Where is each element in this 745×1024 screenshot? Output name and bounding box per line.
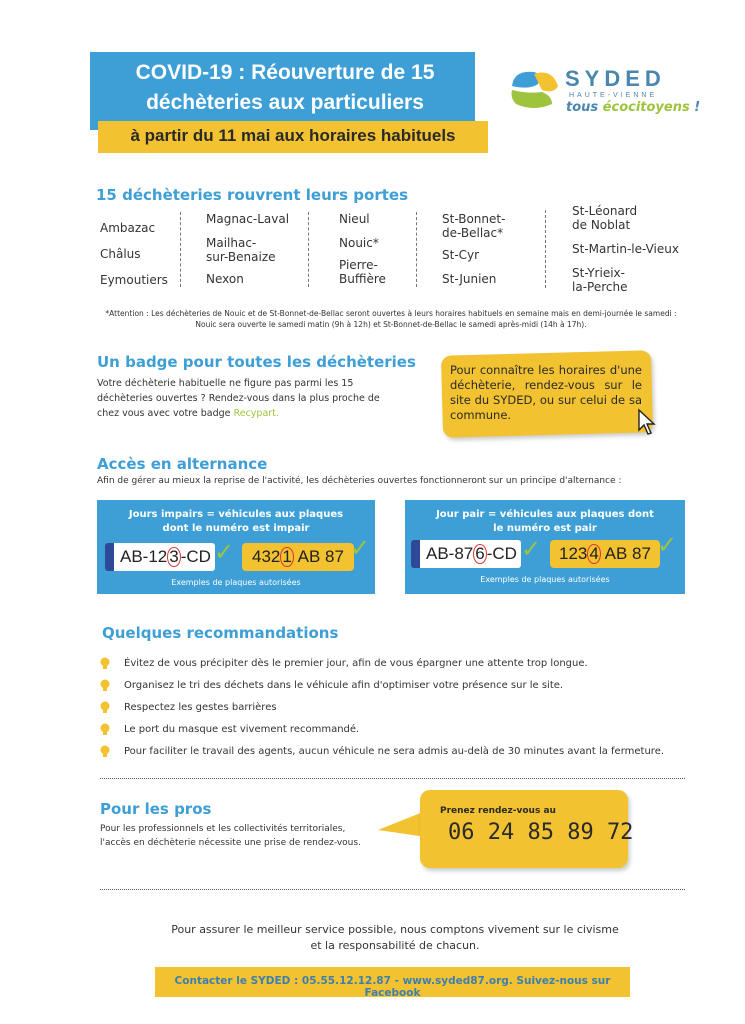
logo-tagline: tous écocitoyens !: [566, 100, 701, 115]
city-item: Mailhac-sur-Benaize: [206, 236, 276, 264]
badge-text: Votre déchèterie habituelle ne figure pas parmi les 15 déchèteries ouvertes ? Rendez-vous dans la plus proche de chez vous avec votre badge Recypart.: [97, 378, 380, 419]
city-item: St-Yrieix-la-Perche: [572, 266, 628, 294]
even-plate-2: 123 4 AB 87: [550, 540, 660, 568]
odd-days-title: Jours impairs = véhicules aux plaques dont le numéro est impair: [128, 509, 344, 534]
even-days-footer: Exemples de plaques autorisées: [480, 575, 610, 584]
lightbulb-icon: [100, 679, 110, 692]
check-icon: ✓: [350, 534, 371, 562]
odd-days-footer: Exemples de plaques autorisées: [171, 578, 301, 587]
city-item: St-Junien: [442, 272, 497, 286]
city-item: St-Cyr: [442, 248, 480, 262]
city-item: St-Bonnet-de-Bellac*: [442, 212, 506, 240]
city-column-1: [100, 218, 180, 287]
city-item: Nieul: [339, 212, 370, 226]
column-divider: [545, 210, 546, 288]
lightbulb-icon: [100, 701, 110, 714]
check-icon: ✓: [521, 535, 542, 563]
city-column-4: [442, 212, 517, 286]
page-subtitle: à partir du 11 mai aux horaires habituels: [130, 126, 456, 145]
logo-subtitle: HAUTE-VIENNE: [569, 92, 658, 99]
check-icon: ✓: [657, 531, 678, 559]
pros-callout-label: Prenez rendez-vous au: [440, 806, 556, 816]
odd-plate-2: 432 1 AB 87: [242, 543, 354, 571]
alternance-title: Accès en alternance: [97, 455, 268, 473]
alternance-intro: Afin de gérer au mieux la reprise de l'activité, les déchèteries ouvertes fonctionneront sur un principe d'alternance :: [97, 476, 622, 486]
cursor-icon: [636, 408, 660, 436]
list-item: Le port du masque est vivement recommandé.: [100, 718, 700, 740]
lightbulb-icon: [100, 723, 110, 736]
divider: [100, 889, 685, 890]
city-item: Nexon: [206, 272, 244, 286]
closing-text: Pour assurer le meilleur service possible, nous comptons vivement sur le civisme et la responsabilité de chacun.: [171, 923, 619, 952]
column-divider: [308, 212, 309, 287]
city-item: Eymoutiers: [100, 273, 168, 287]
reopen-title: 15 déchèteries rouvrent leurs portes: [96, 186, 409, 204]
list-item: Organisez le tri des déchets dans le véhicule afin d'optimiser votre présence sur le site.: [100, 674, 700, 696]
even-days-title: Jour pair = véhicules aux plaques dont le numéro est pair: [436, 509, 654, 534]
footer-contact: Contacter le SYDED : 05.55.12.12.87 - www.syded87.org. Suivez-nous sur Facebook: [174, 975, 611, 999]
city-item: Magnac-Laval: [206, 212, 290, 226]
even-plate-1: AB-87 6 -CD: [411, 540, 521, 568]
list-item: Pour faciliter le travail des agents, aucun véhicule ne sera admis au-delà de 30 minutes avant la fermeture.: [100, 740, 700, 762]
city-item: Nouic*: [339, 236, 379, 250]
recommendations-list: [100, 652, 700, 762]
city-column-2: [206, 212, 296, 286]
list-item: Respectez les gestes barrières: [100, 696, 700, 718]
city-item: St-Martin-le-Vieux: [572, 242, 679, 256]
city-column-3: [339, 212, 409, 286]
divider: [100, 778, 685, 779]
phone-number: 06 24 85 89 72: [448, 820, 634, 845]
check-icon: ✓: [214, 538, 235, 566]
logo-name: SYDED: [565, 66, 666, 91]
badge-callout-text: Pour connaître les horaires d'une déchèterie, rendez-vous sur le site du SYDED, ou sur celui de sa commune.: [450, 363, 642, 422]
pros-title: Pour les pros: [100, 800, 212, 818]
city-item: Pierre-Buffière: [339, 258, 386, 286]
column-divider: [416, 212, 417, 287]
pros-text: Pour les professionnels et les collectivités territoriales, l'accès en déchèterie nécessite une prise de rendez-vous.: [100, 824, 361, 848]
badge-title: Un badge pour toutes les déchèteries: [97, 353, 416, 371]
list-item: Évitez de vous précipiter dès le premier jour, afin de vous épargner une attente trop longue.: [100, 652, 700, 674]
column-divider: [180, 212, 181, 287]
attention-note: *Attention : Les déchèteries de Nouic et de St-Bonnet-de-Bellac seront ouvertes à leurs horaires habituels en semaine mais en demi-journée le samedi : Nouic sera ouverte le samedi matin (9h à 12h) et St-Bonnet-de-Bellac le samedi après-midi (14h à 17h).: [105, 309, 677, 329]
city-item: Châlus: [100, 247, 141, 261]
city-column-5: [572, 204, 692, 294]
lightbulb-icon: [100, 745, 110, 758]
syded-logo-icon: [508, 64, 560, 110]
city-item: Ambazac: [100, 221, 156, 235]
odd-plate-1: AB-12 3 -CD: [105, 543, 215, 571]
page-title: COVID-19 : Réouverture de 15 déchèteries aux particuliers: [135, 61, 435, 114]
city-item: St-Léonard de Noblat: [572, 204, 638, 232]
lightbulb-icon: [100, 657, 110, 670]
recommendations-title: Quelques recommandations: [102, 624, 339, 642]
